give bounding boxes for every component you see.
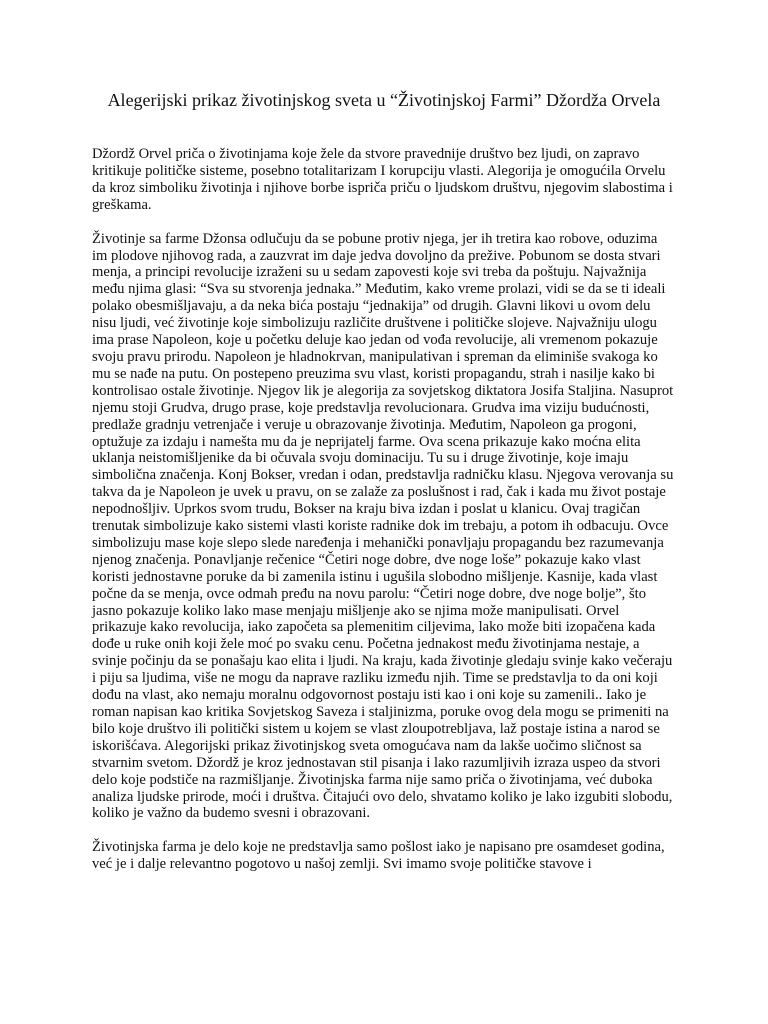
- paragraph-closing: Životinjska farma je delo koje ne predstavlja samo pošlost iako je napisano pre osamdeset godina, već je i dalje relevantno pogotovo u našoj zemlji. Svi imamo svoje političke stavove i: [92, 839, 665, 873]
- document-title: Alegerijski prikaz životinjskog sveta u “Životinjskoj Farmi” Džordža Orvela: [107, 90, 661, 110]
- paragraph-main: Životinje sa farme Džonsa odlučuju da se pobune protiv njega, jer ih tretira kao robove, oduzima im plodove njihovog rada, a zauzvrat im daje jedva dovoljno da prežive. Pobunom se dosta stvari menja, a principi revolucije izraženi su u sedam zapovesti koje svi treba da poštuju. Najvažnija među njima glasi: “Sva su stvorenja jednaka.” Međutim, kako vreme prolazi, vidi se da se ti ideali polako obesmišljavaju, a da neka bića postaju “jednakija” od drugih. Glavni likovi u ovom delu nisu ljudi, već životinje koje simbolizuju različite društvene i političke slojeve. Najvažniju ulogu ima prase Napoleon, koje u početku deluje kao jedan od vođa revolucije, ali vremenom pokazuje svoju pravu prirodu. Napoleon je hladnokrvan, manipulativan i spreman da eliminiše svakoga ko mu se nađe na putu. On postepeno preuzima svu vlast, koristi propagandu, strah i nasilje kako bi kontrolisao ostale životinje. Njegov lik je alegorija za sovjetskog diktatora Josifa Staljina. Nasuprot njemu stoji Grudva, drugo prase, koje predstavlja revolucionara. Grudva ima viziju budućnosti, predlaže gradnju vetrenjače i veruje u obrazovanje životinja. Međutim, Napoleon ga progoni, optužuje za izdaju i nameštа mu da je neprijatelj farme. Ova scena prikazuje kako moćna elita uklanja neistomišljenike da bi očuvala svoju dominaciju. Tu su i druge životinje, koje imaju simbolična značenja. Konj Bokser, vredan i odan, predstavlja radničku klasu. Njegova verovanja su takva da je Napoleon je uvek u pravu, on se zalaže za poslušnost i rad, čak i kada mu život postaje nepodnošljiv. Uprkos svom trudu, Bokser na kraju biva izdan i poslat u klanicu. Ovaj tragičan trenutak simbolizuje kako sistemi vlasti koriste radnike dok im trebaju, a potom ih odbacuju. Ovce simbolizuju mase koje slepo slede naređenja i mehanički ponavljaju propagandu bez razumevanja njenog značenja. Ponavljanje rečenice “Četiri noge dobre, dve noge loše” pokazuje kako vlast koristi jednostavne poruke da bi zamenila istinu i ugušila slobodno mišljenje. Kasnije, kada vlast počne da se menja, ovce odmah pređu na novu parolu: “Četiri noge dobre, dve noge bolje”, što jasno pokazuje koliko lako mase menjaju mišljenje ako se njima može manipulisati. Orvel prikazuje kako revolucija, iako započeta sa plemenitim ciljevima, lako može biti izopačena kada dođe u ruke onih koji žele moć po svaku cenu. Početna jednakost među životinjama nestaje, a svinje počinju da se ponašaju kao elita i ljudi. Na kraju, kada životinje gledaju svinje kako večeraju i piju sa ljudima, više ne mogu da naprave razliku između njih. Time se predstavlja to da oni koji dođu na vlast, ako nemaju moralnu odgovornost postaju isti kao i oni koje su zamenili.. Iako je roman napisan kao kritika Sovjetskog Saveza i staljinizma, poruke ovog dela mogu se primeniti na bilo koje društvo ili politički sistem u kojem se vlast zloupotrebljava, laž postaje istina a narod se iskorišćava. Alegorijski prikaz životinjskog sveta omogućava nam da lakše uočimo sličnost sa stvarnim svetom. Džordž je kroz jednostavan stil pisanja i lako razumljivih izraza uspeo da stvori delo koje podstiče na razmišljanje. Životinjska farma nije samo priča o životinjama, već duboka analiza ljudske prirode, moći i društva. Čitajući ovo delo, shvatamo koliko je lako izgubiti slobodu, koliko je važno da budemo svesni i obrazovani.: [92, 230, 674, 822]
- document-body: [92, 146, 676, 873]
- paragraph-intro: Džordž Orvel priča o životinjama koje žele da stvore pravednije društvo bez ljudi, on zapravo kritikuje političke sisteme, posebno totalitarizam I korupciju vlasti. Alegorija je omogućila Orvelu da kroz simboliku životinja i njihove borbe ispriča priču o ljudskom društvu, njegovim slabostima i greškama.: [92, 146, 673, 213]
